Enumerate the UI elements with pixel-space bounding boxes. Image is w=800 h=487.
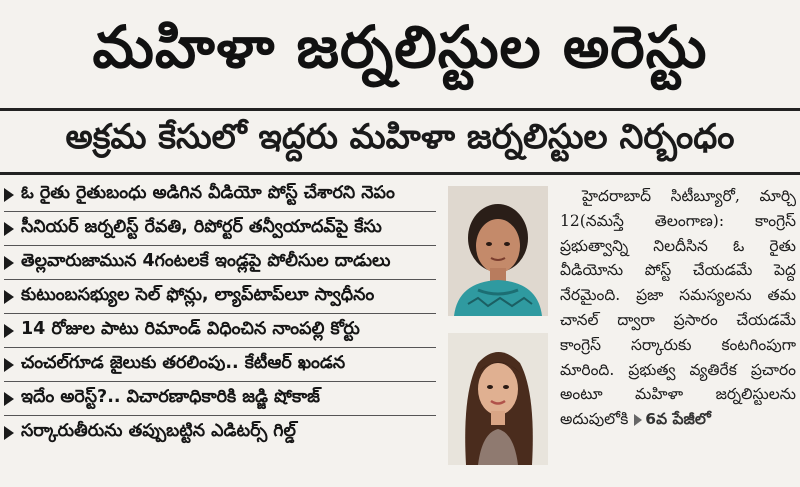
bullet-text: చంచల్‌గూడ జైలుకు తరలింపు.. కేటీఆర్ ఖండన xyxy=(21,352,346,373)
bullet-item xyxy=(4,348,436,382)
arrow-icon xyxy=(4,392,14,406)
arrow-icon xyxy=(4,256,14,270)
divider-top xyxy=(0,108,800,111)
arrow-icon xyxy=(4,324,14,338)
arrow-icon xyxy=(4,426,14,440)
arrow-icon xyxy=(4,188,14,202)
bullet-text: ఓ రైతు రైతుబంధు అడిగిన వీడియో పోస్ట్ చేశారని నెపం xyxy=(21,182,395,203)
body-text: కాంగ్రెస్ ప్రభుత్వాన్ని నిలదీసిన ఓ రైతు వీడియోను పోస్ట్ చేయడమే పెద్ద నేరమైంది. ప్రజా సమస్యలను తమ చానల్ ద్వారా ప్రసారం చేయడమే కాంగ్రెస్ సర్కారుకు కంటగింపుగా మారింది. ప్రభుత్వ వ్యతిరేక ప్రచారం అంటూ మహిళా జర్నలిస్టులను అదుపులోకి xyxy=(560,211,796,429)
subheadline: అక్రమ కేసులో ఇద్దరు మహిళా జర్నలిస్టుల నిర్బంధం xyxy=(65,117,735,157)
bullet-list xyxy=(4,178,436,449)
bullet-text: 14 రోజుల పాటు రిమాండ్ విధించిన నాంపల్లి కోర్టు xyxy=(21,318,360,339)
dateline: హైదరాబాద్ సిటీబ్యూరో, మార్చి 12(నమస్తే తెలంగాణ): xyxy=(560,187,796,230)
bullet-text: తెల్లవారుజామున 4గంటలకే ఇండ్లపై పోలీసుల దాడులు xyxy=(21,250,391,271)
bullet-item xyxy=(4,382,436,416)
arrow-icon xyxy=(4,222,14,236)
arrow-icon xyxy=(4,358,14,372)
bullet-text: ఇదేం అరెస్ట్?.. విచారణాధికారికి జడ్జి షోకాజ్ xyxy=(21,386,320,407)
continued-link[interactable] xyxy=(628,410,711,428)
article-body xyxy=(560,184,796,432)
arrow-icon xyxy=(4,290,14,304)
journalist-photo-1 xyxy=(448,186,548,316)
divider-bottom xyxy=(0,172,800,175)
bullet-item xyxy=(4,314,436,348)
bullet-text: కుటుంబసభ్యుల సెల్ ఫోన్లు, ల్యాప్‌టాప్‌లూ స్వాధీనం xyxy=(21,284,375,305)
bullet-text: సీనియర్ జర్నలిస్ట్ రేవతి, రిపోర్టర్ తన్వీయాదవ్‌పై కేసు xyxy=(21,216,382,237)
bullet-item xyxy=(4,280,436,314)
journalist-photo-2 xyxy=(448,333,548,465)
bullet-item xyxy=(4,416,436,449)
headline: మహిళా జర్నలిస్టుల అరెస్టు xyxy=(92,12,708,81)
continued-label: 6వ పేజీలో xyxy=(645,410,711,429)
bullet-text: సర్కారుతీరును తప్పుబట్టిన ఎడిటర్స్ గిల్డ్ xyxy=(21,420,296,441)
triangle-icon xyxy=(634,414,642,426)
bullet-item xyxy=(4,178,436,212)
bullet-item xyxy=(4,246,436,280)
bullet-item xyxy=(4,212,436,246)
